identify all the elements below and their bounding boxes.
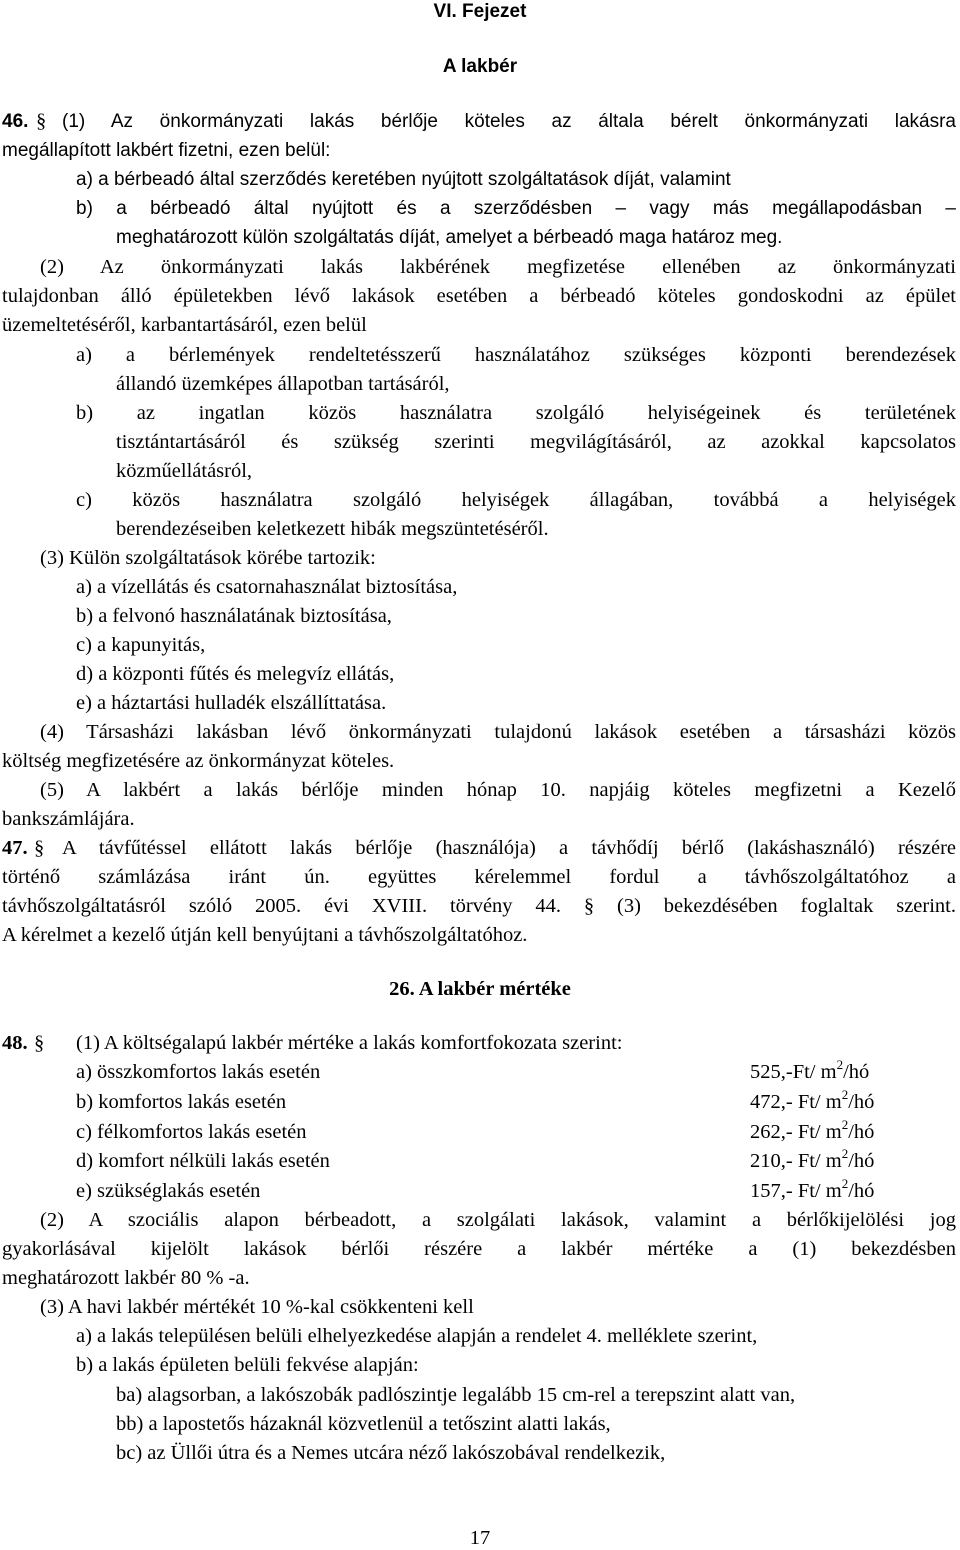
s46-p2b-line3: közműellátásról, (116, 460, 253, 482)
s46-p2b-line2: tisztántartásáról és szükség szerinti megvilágításáról, az azokkal kapcsolatos (116, 431, 956, 453)
s47-line4: A kérelmet a kezelő útján kell benyújtani a távhőszolgáltatóhoz. (2, 924, 528, 946)
s46-p2a-line1: a) a bérlemények rendeltetésszerű használatához szükséges központi berendezések (76, 344, 956, 366)
chapter-subtitle: A lakbér (442, 56, 518, 77)
s46-p2b-line1: b) az ingatlan közös használatra szolgáló helyiségeinek és területének (76, 402, 956, 424)
rate-row-amount: 157,- Ft/ $m^2/hó$ (750, 1176, 875, 1202)
s48-p3a: a) a lakás településen belüli elhelyezkedése alapján a rendelet 4. melléklete szerint, (76, 1325, 758, 1347)
s48-p2-line3: meghatározott lakbér 80 % -a. (2, 1267, 250, 1289)
s46-p3: (3) Külön szolgáltatások körébe tartozik: (40, 547, 376, 569)
page-number: 17 (469, 1527, 491, 1549)
s46-p3b: b) a felvonó használatának biztosítása, (76, 605, 392, 627)
paragraph-sign-icon: § (34, 1032, 45, 1054)
s46-p1-line1: (1) Az önkormányzati lakás bérlője köteles az általa bérelt önkormányzati lakásra (62, 111, 956, 132)
section-48-number: 48. (2, 1032, 28, 1054)
s46-p3c: c) a kapunyitás, (76, 634, 206, 656)
s46-p2c-line2: berendezéseiben keletkezett hibák megszüntetéséről. (116, 518, 549, 540)
section-26-title: 26. A lakbér mértéke (389, 978, 571, 1000)
rate-row-label: c) félkomfortos lakás esetén (76, 1121, 307, 1143)
s46-p3d: d) a központi fűtés és melegvíz ellátás, (76, 663, 395, 685)
section-47-number: 47. (2, 837, 28, 859)
rate-row-label: b) komfortos lakás esetén (76, 1091, 287, 1113)
paragraph-sign-icon: § (34, 837, 45, 859)
s46-p5-line1: (5) A lakbért a lakás bérlője minden hónap 10. napjáig köteles megfizetni a Kezelő (40, 779, 956, 801)
s48-p2-line2: gyakorlásával kijelölt lakások bérlői részére a lakbér mértéke a (1) bekezdésben (2, 1238, 956, 1260)
s46-p5-line2: bankszámlájára. (2, 808, 135, 830)
s48-p3: (3) A havi lakbér mértékét 10 %-kal csökkenteni kell (40, 1296, 474, 1318)
s48-p2-line1: (2) A szociális alapon bérbeadott, a szolgálati lakások, valamint a bérlőkijelölési jog (40, 1209, 956, 1231)
rate-row-amount: 525,-Ft/ $m^2/hó$ (750, 1057, 870, 1083)
s48-p3b-ba: ba) alagsorban, a lakószobák padlószintje legalább 15 cm-rel a terepszint alatt van, (116, 1384, 796, 1406)
s47-line3: távhőszolgáltatásról szóló 2005. évi XVIII. törvény 44. § (3) bekezdésében foglaltak szerint. (2, 895, 956, 917)
rate-row-label: d) komfort nélküli lakás esetén (76, 1150, 330, 1172)
rate-row-amount: 472,- Ft/ $m^2/hó$ (750, 1087, 875, 1113)
s46-a-line1: a) a bérbeadó által szerződés keretében nyújtott szolgáltatások díját, valamint (76, 169, 731, 190)
s48-p1: (1) A költségalapú lakbér mértéke a lakás komfortfokozata szerint: (76, 1032, 623, 1054)
rate-row-label: a) összkomfortos lakás esetén (76, 1061, 321, 1083)
s46-p4-line1: (4) Társasházi lakásban lévő önkormányzati tulajdonú lakások esetében a társasházi közös (40, 721, 956, 743)
s48-p3b: b) a lakás épületen belüli fekvése alapján: (76, 1354, 419, 1376)
s46-p2a-line2: állandó üzemképes állapotban tartásáról, (116, 373, 450, 395)
rate-row-label: e) szükséglakás esetén (76, 1180, 261, 1202)
s46-p2c-line1: c) közös használatra szolgáló helyiségek állagában, továbbá a helyiségek (76, 489, 956, 511)
paragraph-sign-icon: § (36, 110, 47, 132)
s48-p3b-bc: bc) az Üllői útra és a Nemes utcára néző lakószobával rendelkezik, (116, 1442, 666, 1464)
s46-p3a: a) a vízellátás és csatornahasználat biztosítása, (76, 576, 458, 598)
s46-p2-line3: üzemeltetéséről, karbantartásáról, ezen belül (2, 314, 367, 336)
s46-p4-line2: költség megfizetésére az önkormányzat köteles. (2, 750, 395, 772)
rate-row-amount: 262,- Ft/ $m^2/hó$ (750, 1117, 875, 1143)
s46-p1-line2: megállapított lakbért fizetni, ezen belül: (2, 140, 331, 161)
s48-p3b-bb: bb) a lapostetős házaknál közvetlenül a tetőszint alatti lakás, (116, 1413, 611, 1435)
s47-line1: A távfűtéssel ellátott lakás bérlője (használója) a távhődíj bérlő (lakáshasználó) részére (62, 837, 956, 859)
chapter-title: VI. Fejezet (433, 1, 527, 22)
s46-p2-line1: (2) Az önkormányzati lakás lakbérének megfizetése ellenében az önkormányzati (40, 256, 956, 278)
s46-p2-line2: tulajdonban álló épületekben lévő lakások esetében a bérbeadó köteles gondoskodni az épület (2, 285, 956, 307)
s46-b-line2: meghatározott külön szolgáltatás díját, amelyet a bérbeadó maga határoz meg. (116, 227, 783, 248)
s46-p3e: e) a háztartási hulladék elszállíttatása. (76, 692, 387, 714)
rate-row-amount: 210,- Ft/ $m^2/hó$ (750, 1146, 875, 1172)
s47-line2: történő számlázása iránt ún. együttes kérelemmel fordul a távhőszolgáltatóhoz a (2, 866, 956, 888)
section-46-number: 46. (2, 111, 29, 132)
s46-b-line1: b) a bérbeadó által nyújtott és a szerződésben – vagy más megállapodásban – (76, 198, 956, 219)
